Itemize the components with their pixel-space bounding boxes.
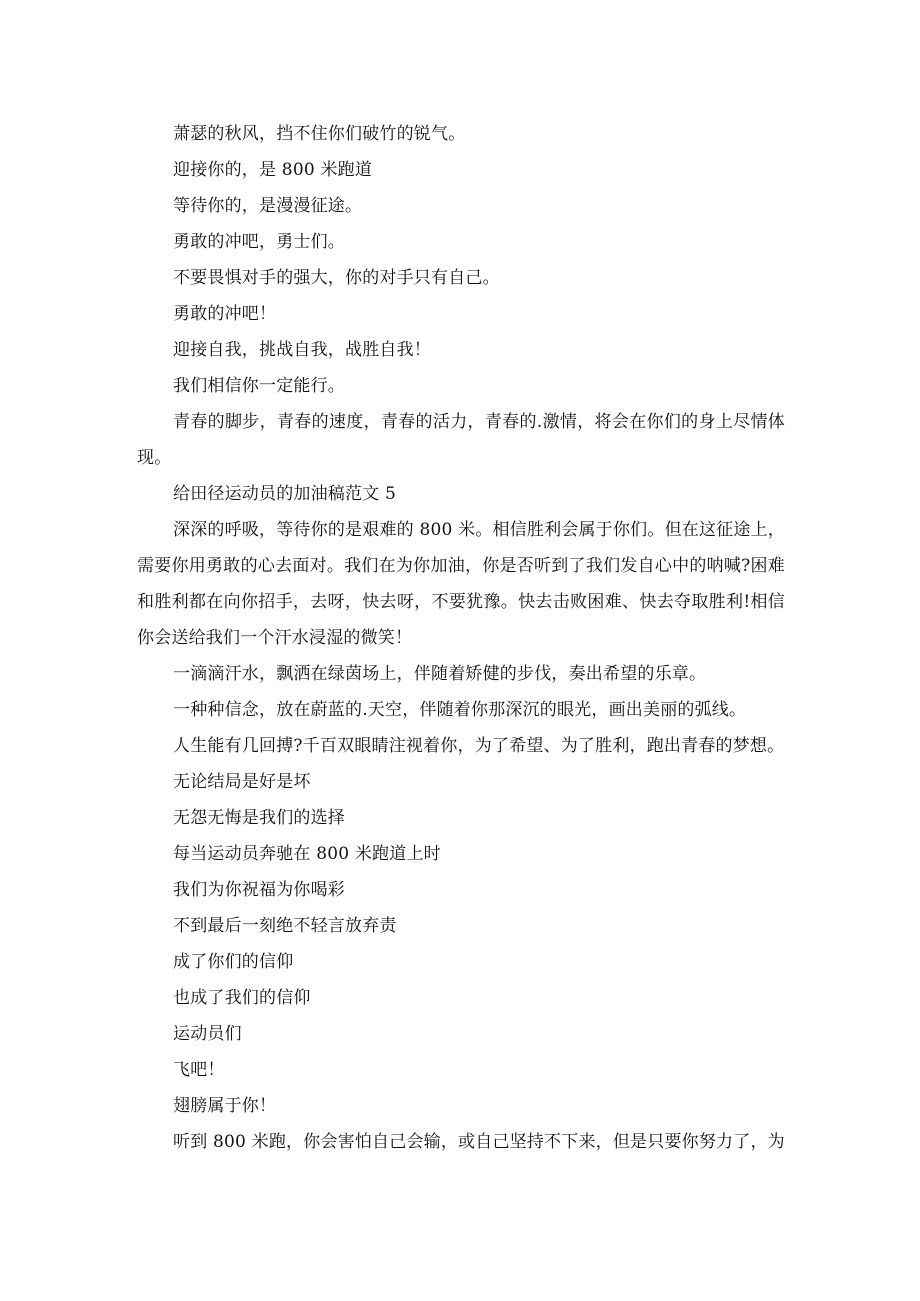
paragraph: 等待你的，是漫漫征途。 <box>173 196 363 216</box>
paragraph: 也成了我们的信仰 <box>173 988 311 1008</box>
paragraph: 迎接自我，挑战自我，战胜自我！ <box>173 340 431 360</box>
paragraph: 勇敢的冲吧！ <box>173 304 277 324</box>
paragraph: 翅膀属于你！ <box>173 1096 277 1116</box>
paragraph: 深深的呼吸，等待你的是艰难的 800 米。相信胜利会属于你们。但在这征途上，需要你用勇敢的心去面对。我们在为你加油，你是否听到了我们发自心中的呐喊?困难和胜利都在向你招手，去呀，快去呀，不要犹豫。快去击败困难、快去夺取胜利!相信你会送给我们一个汗水浸湿的微笑！ <box>137 520 785 648</box>
paragraph: 人生能有几回搏?千百双眼睛注视着你，为了希望、为了胜利，跑出青春的梦想。 <box>173 736 785 756</box>
paragraph: 我们为你祝福为你喝彩 <box>173 880 345 900</box>
paragraph: 迎接你的，是 800 米跑道 <box>173 160 373 180</box>
paragraph: 不到最后一刻绝不轻言放弃责 <box>173 916 397 936</box>
paragraph: 青春的脚步，青春的速度，青春的活力，青春的.激情，将会在你们的身上尽情体现。 <box>137 412 785 468</box>
paragraph: 一种种信念，放在蔚蓝的.天空，伴随着你那深沉的眼光，画出美丽的弧线。 <box>173 700 747 720</box>
paragraph: 萧瑟的秋风，挡不住你们破竹的锐气。 <box>173 124 466 144</box>
paragraph: 一滴滴汗水，飘洒在绿茵场上，伴随着矫健的步伐，奏出希望的乐章。 <box>173 664 707 684</box>
paragraph: 每当运动员奔驰在 800 米跑道上时 <box>173 844 441 864</box>
paragraph: 运动员们 <box>173 1024 242 1044</box>
paragraph: 勇敢的冲吧，勇士们。 <box>173 232 345 252</box>
section-heading: 给田径运动员的加油稿范文 5 <box>173 484 397 504</box>
paragraph: 成了你们的信仰 <box>173 952 294 972</box>
paragraph: 无论结局是好是坏 <box>173 772 311 792</box>
document-body <box>137 116 785 1160</box>
paragraph: 不要畏惧对手的强大，你的对手只有自己。 <box>173 268 500 288</box>
paragraph: 我们相信你一定能行。 <box>173 376 345 396</box>
paragraph: 无怨无悔是我们的选择 <box>173 808 345 828</box>
paragraph: 听到 800 米跑，你会害怕自己会输，或自己坚持不下来，但是只要你努力了，为 <box>173 1132 785 1152</box>
paragraph: 飞吧！ <box>173 1060 225 1080</box>
